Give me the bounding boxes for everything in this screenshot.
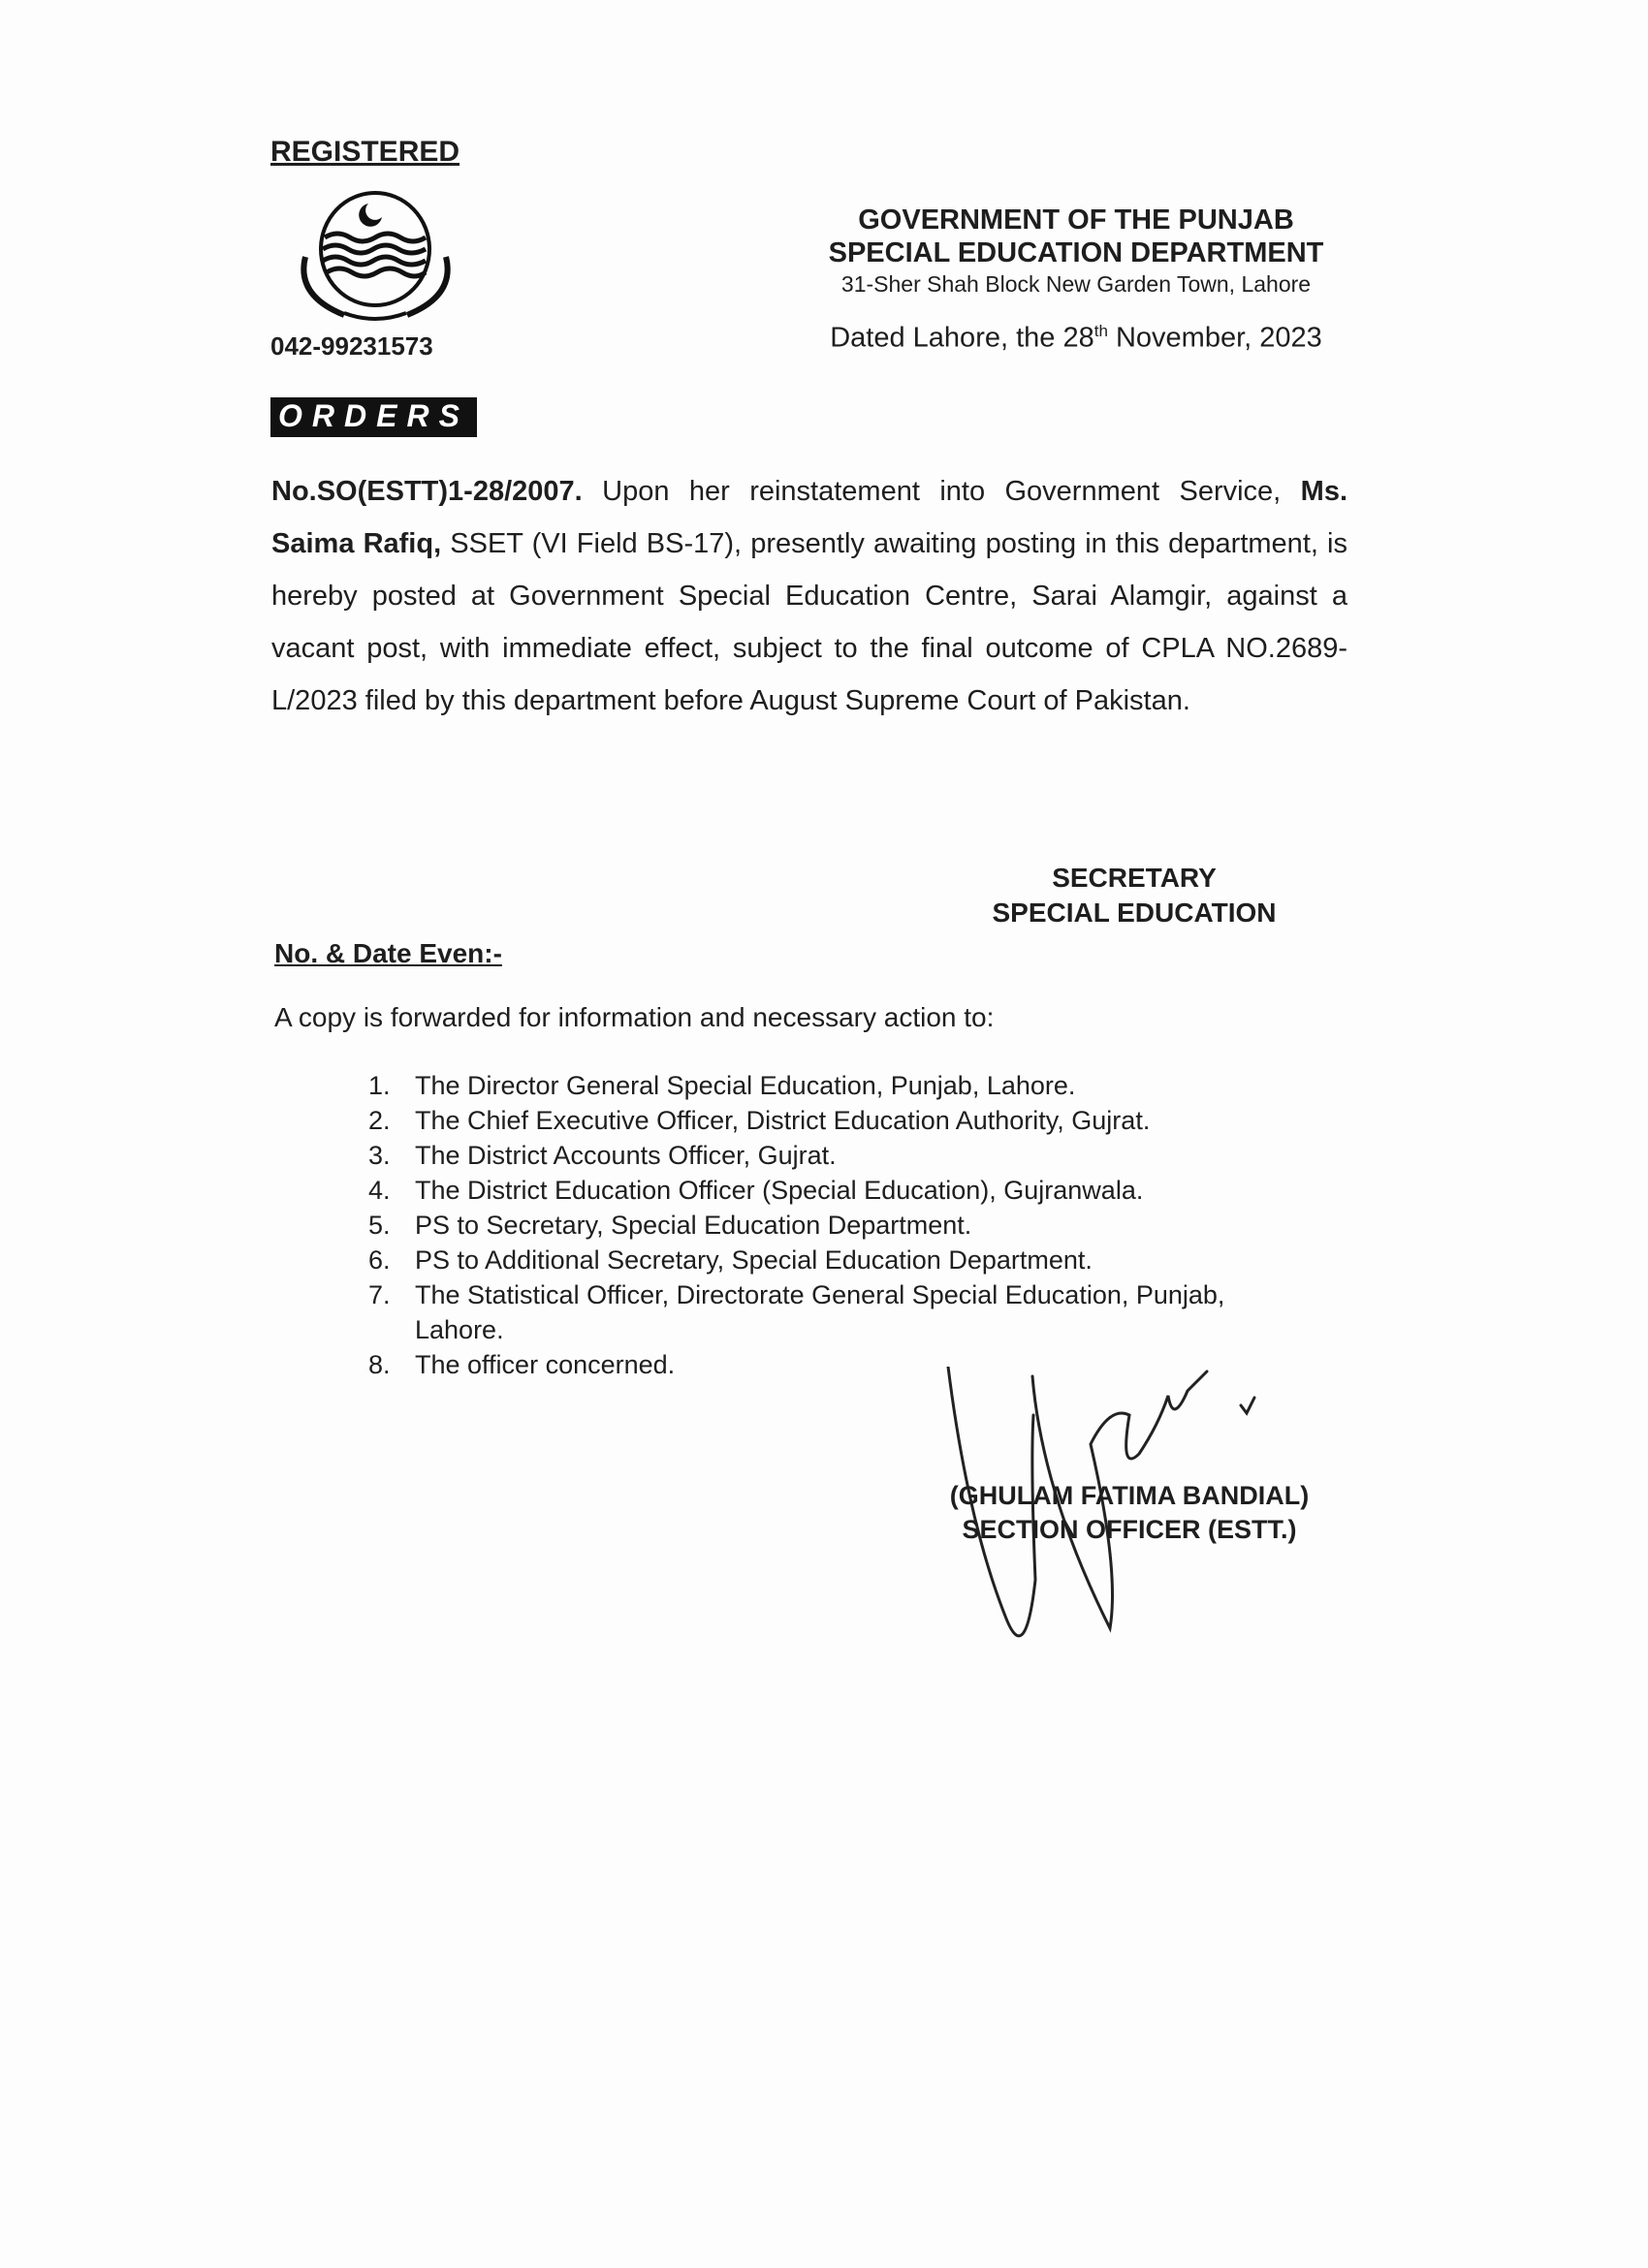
list-item <box>368 1277 1268 1347</box>
date-prefix: Dated Lahore, the 28 <box>830 322 1094 354</box>
item-number: 5. <box>368 1211 391 1240</box>
list-item <box>368 1243 1268 1277</box>
body-text-1: Upon her reinstatement into Government Service, <box>582 476 1301 507</box>
secretary-title: SECRETARY <box>1052 863 1217 893</box>
registered-label: REGISTERED <box>270 136 460 168</box>
letterhead <box>737 204 1415 355</box>
item-text: PS to Additional Secretary, Special Education Department. <box>415 1245 1093 1275</box>
body-text-2: SSET (VI Field BS-17), presently awaiting posting in this department, is hereby posted at Government Special Education Centre, Sarai Alamgir, against a vacant post, with immediate effect, subject to the final outcome of CPLA NO.2689-L/2023 filed by this department before August Supreme Court of Pakistan. <box>271 528 1348 716</box>
item-text: The District Accounts Officer, Gujrat. <box>415 1141 837 1170</box>
item-number: 7. <box>368 1280 391 1309</box>
item-number: 6. <box>368 1245 391 1275</box>
item-number: 4. <box>368 1176 391 1205</box>
department-address: 31-Sher Shah Block New Garden Town, Lahore <box>840 271 1312 297</box>
item-number: 3. <box>368 1141 391 1170</box>
copy-forwarded-text: A copy is forwarded for information and necessary action to: <box>274 1002 995 1032</box>
item-text: The Statistical Officer, Directorate General Special Education, Punjab, Lahore. <box>415 1280 1225 1344</box>
item-number: 1. <box>368 1071 391 1100</box>
item-text: The Director General Special Education, Punjab, Lahore. <box>415 1071 1076 1100</box>
list-item <box>368 1138 1268 1173</box>
signatory-block <box>902 1479 1357 1547</box>
government-title: GOVERNMENT OF THE PUNJAB <box>858 205 1294 236</box>
list-item <box>368 1208 1268 1243</box>
item-number: 8. <box>368 1350 391 1379</box>
item-text: The officer concerned. <box>415 1350 676 1379</box>
item-text: The District Education Officer (Special Education), Gujranwala. <box>415 1176 1144 1205</box>
recipient-list <box>368 1068 1268 1382</box>
list-item <box>368 1068 1268 1103</box>
item-text: The Chief Executive Officer, District Education Authority, Gujrat. <box>415 1106 1151 1135</box>
item-text: PS to Secretary, Special Education Department. <box>415 1211 972 1240</box>
phone-number: 042-99231573 <box>270 331 433 361</box>
list-item <box>368 1103 1268 1138</box>
signatory-name: (GHULAM FATIMA BANDIAL) <box>949 1481 1310 1510</box>
date-suffix-sup: th <box>1093 322 1108 340</box>
orders-heading: ORDERS <box>270 397 477 437</box>
date-line <box>737 322 1415 355</box>
employee-name: Ms. Saima Rafiq, <box>271 476 1347 559</box>
item-number: 2. <box>368 1106 391 1135</box>
punjab-government-emblem <box>286 189 465 325</box>
signatory-title: SECTION OFFICER (ESTT.) <box>962 1515 1297 1544</box>
department-title: SPECIAL EDUCATION DEPARTMENT <box>828 237 1324 268</box>
secretary-block <box>931 861 1338 930</box>
date-month-year: November, 2023 <box>1107 322 1322 354</box>
order-body <box>271 465 1347 727</box>
no-date-even: No. & Date Even:- <box>274 938 502 968</box>
reference-number: No.SO(ESTT)1-28/2007. <box>271 476 583 507</box>
secretary-department: SPECIAL EDUCATION <box>992 898 1277 928</box>
list-item <box>368 1173 1268 1208</box>
